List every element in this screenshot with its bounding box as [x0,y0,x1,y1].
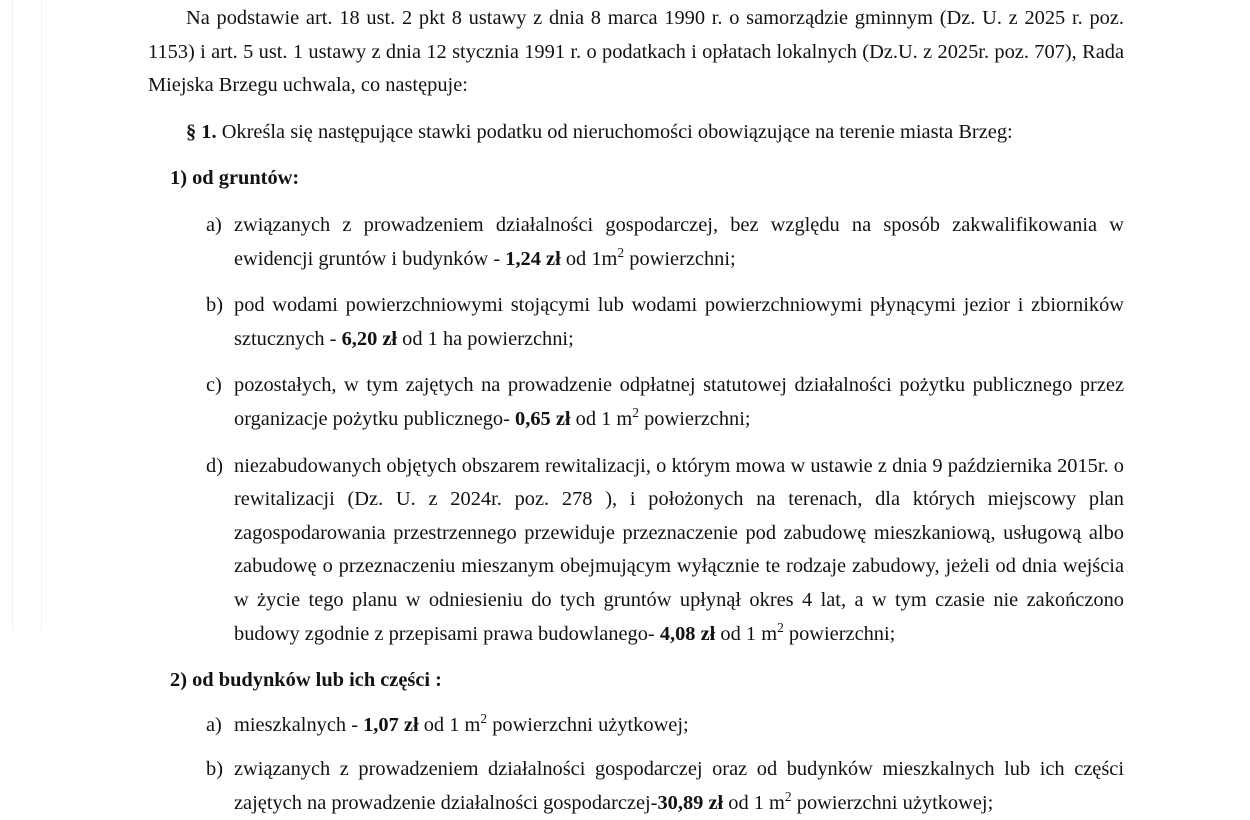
list-item-2a-amount: 1,07 zł [363,713,419,736]
section-heading-text: Określa się następujące stawki podatku od nieruchomości obowiązujące na terenie miasta Brzeg: [216,120,1013,143]
list-item-1-label: od gruntów: [192,167,300,190]
preamble-paragraph [148,2,1124,103]
list-item-1a-unit: od 1m [560,247,618,270]
list-item-1a-tail: powierzchni; [624,247,736,270]
list-item-2b-tail: powierzchni użytkowej; [791,791,994,814]
list-item-1b-label: b) [206,294,223,317]
list-item-1a-text: związanych z prowadzeniem działalności gospodarczej, bez względu na sposób zakwalifikowania w ewidencji gruntów i budynków - [234,213,1124,270]
list-item-2b-text: związanych z prowadzeniem działalności gospodarczej oraz od budynków mieszkalnych lub ich części zajętych na prowadzenie działalności gospodarczej- [234,758,1124,814]
list-item-1d-text: niezabudowanych objętych obszarem rewitalizacji, o którym mowa w ustawie z dnia 9 października 2015r. o rewitalizacji (Dz. U. z 2024r. poz. 278 ), i położonych na terenach, dla których miejscowy plan zagospodarowania przestrzennego przewiduje przeznaczenie pod zabudowę mieszkaniową, usługową albo zabudowę o przeznaczeniu mieszanym obejmującym wyłącznie te rodzaje zabudowy, jeżeli od dnia wejścia w życie tego planu w odniesieniu do tych gruntów upłynął okres 4 lat, a w tym czasie nie zakończono budowy zgodnie z przepisami prawa budowlanego- [234,454,1124,645]
scan-gutter-line-inner [41,0,42,630]
list-item-1a [148,209,1124,276]
list-item-1d-unit: od 1 m [715,622,778,645]
list-item-1d [148,450,1124,652]
list-item-1b [148,289,1124,356]
list-item-2a-tail: powierzchni użytkowej; [487,713,689,736]
list-item-2a [148,709,1124,743]
scan-gutter-line-left [12,0,13,630]
list-item-1d-superscript: 2 [777,619,784,635]
section-1-heading [148,116,1124,150]
section-marker: § 1. [186,120,217,143]
list-item-2a-superscript: 2 [480,710,488,726]
list-item-1c-amount: 0,65 zł [515,407,571,430]
list-item-1b-amount: 6,20 zł [341,327,398,350]
list-item-1b-text: pod wodami powierzchniowymi stojącymi lub wodami powierzchniowymi płynącymi jezior i zbiorników sztucznych - [234,294,1124,350]
list-item-1d-label: d) [206,454,223,477]
list-item-1c-unit: od 1 m [570,407,633,430]
preamble-text: Na podstawie art. 18 ust. 2 pkt 8 ustawy z dnia 8 marca 1990 r. o samorządzie gminnym (Dz. U. z 2025 r. poz. 1153) i art. 5 ust. 1 ustawy z dnia 12 stycznia 1991 r. o podatkach i opłatach lokalnych (Dz.U. z 2025r. poz. 707), Rada Miejska Brzegu uchwala, co następuje: [148,7,1124,97]
list-item-1d-tail: powierzchni; [783,622,896,645]
list-item-2-marker: 2) [170,669,187,692]
list-item-1c-superscript: 2 [632,405,640,421]
list-item-1a-label: a) [206,213,222,236]
document-text-column [148,2,1124,820]
list-item-1-heading [148,162,1124,196]
list-item-2b-superscript: 2 [784,789,792,805]
list-item-2-label: od budynków lub ich części : [192,669,442,692]
list-item-2b-label: b) [206,758,223,781]
list-item-1c-tail: powierzchni; [639,407,751,430]
list-item-2b-unit: od 1 m [723,791,785,814]
list-item-2a-unit: od 1 m [418,713,481,736]
list-item-1-marker: 1) [170,167,187,190]
list-item-1c-text: pozostałych, w tym zajętych na prowadzenie odpłatnej statutowej działalności pożytku publicznego przez organizacje pożytku publicznego- [234,374,1124,430]
list-item-2-heading [148,664,1124,698]
list-item-1b-unit: od 1 ha powierzchni; [397,327,574,350]
list-item-1c [148,369,1124,436]
list-item-2a-label: a) [206,713,222,736]
list-item-1a-amount: 1,24 zł [505,247,561,270]
list-item-1c-label: c) [206,374,222,397]
list-item-2a-text: mieszkalnych - [234,713,364,736]
list-item-1a-superscript: 2 [617,244,625,260]
list-item-2b-amount: 30,89 zł [657,791,724,814]
list-item-2b [148,753,1124,820]
list-item-1d-amount: 4,08 zł [659,622,716,645]
